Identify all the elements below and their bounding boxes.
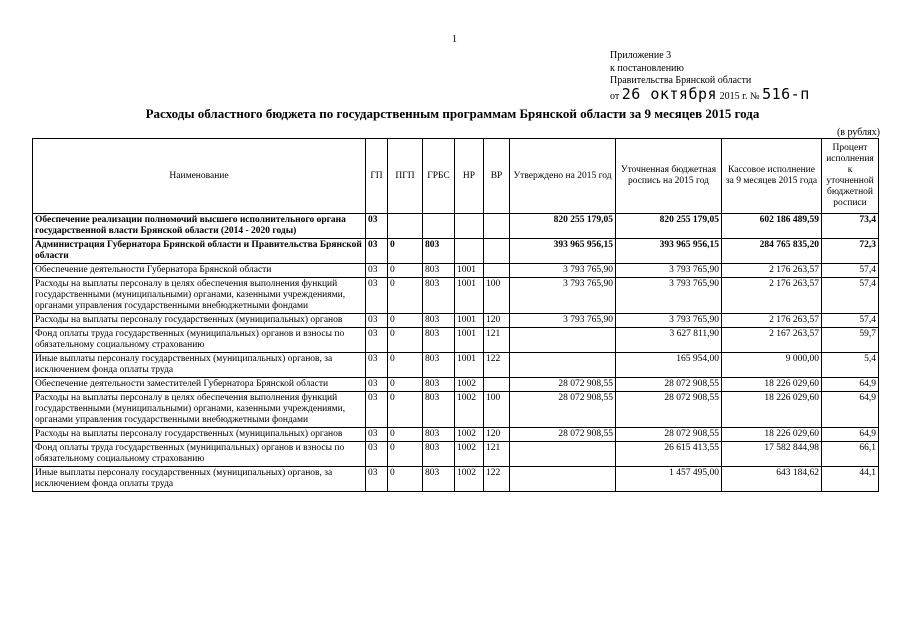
cell-percent: 64,9 <box>822 392 879 428</box>
cell-gp: 03 <box>366 467 388 492</box>
cell-pgp: 0 <box>388 353 423 378</box>
cell-nr: 1001 <box>455 328 484 353</box>
cell-grbs: 803 <box>423 467 455 492</box>
cell-revised: 28 072 908,55 <box>616 392 722 428</box>
cell-nr: 1002 <box>455 442 484 467</box>
cell-executed: 2 176 263,57 <box>722 314 822 328</box>
table-row <box>33 278 879 314</box>
header-executed: Кассовое исполнение за 9 месяцев 2015 года <box>722 139 822 214</box>
cell-executed: 17 582 844,98 <box>722 442 822 467</box>
cell-executed: 18 226 029,60 <box>722 392 822 428</box>
cell-percent: 64,9 <box>822 378 879 392</box>
cell-executed: 9 000,00 <box>722 353 822 378</box>
cell-executed: 602 186 489,59 <box>722 214 822 239</box>
cell-gp: 03 <box>366 314 388 328</box>
cell-vr: 122 <box>484 353 510 378</box>
cell-gp: 03 <box>366 214 388 239</box>
appendix-line-1: Приложение 3 <box>610 50 672 61</box>
cell-approved: 3 793 765,90 <box>510 314 616 328</box>
cell-name: Расходы на выплаты персоналу в целях обеспечения выполнения функций государственными (муниципальными) органами, казенными учреждениями, органами управления государственными внебюджетными фондами <box>33 392 366 428</box>
cell-vr: 121 <box>484 328 510 353</box>
header-gp: ГП <box>366 139 388 214</box>
cell-pgp <box>388 214 423 239</box>
cell-vr <box>484 239 510 264</box>
cell-approved: 28 072 908,55 <box>510 428 616 442</box>
cell-percent: 66,1 <box>822 442 879 467</box>
cell-grbs <box>423 214 455 239</box>
handwritten-number: 516-п <box>762 84 810 103</box>
appendix-line-2: к постановлению <box>610 62 684 74</box>
cell-vr <box>484 214 510 239</box>
cell-executed: 2 176 263,57 <box>722 278 822 314</box>
cell-approved: 3 793 765,90 <box>510 264 616 278</box>
cell-nr: 1001 <box>455 353 484 378</box>
table-row <box>33 239 879 264</box>
cell-vr <box>484 264 510 278</box>
cell-name: Иные выплаты персоналу государственных (муниципальных) органов, за исключением фонда оплаты труда <box>33 353 366 378</box>
cell-pgp: 0 <box>388 467 423 492</box>
cell-nr: 1001 <box>455 264 484 278</box>
cell-pgp: 0 <box>388 328 423 353</box>
document-title: Расходы областного бюджета по государственным программам Брянской области за 9 месяцев 2015 года <box>145 106 760 121</box>
cell-percent: 57,4 <box>822 278 879 314</box>
header-pgp: ПГП <box>388 139 423 214</box>
cell-percent: 59,7 <box>822 328 879 353</box>
page-number: 1 <box>452 34 457 45</box>
table-row <box>33 467 879 492</box>
cell-gp: 03 <box>366 264 388 278</box>
table-row <box>33 214 879 239</box>
cell-pgp: 0 <box>388 239 423 264</box>
header-revised: Уточненная бюджетная роспись на 2015 год <box>616 139 722 214</box>
cell-approved: 3 793 765,90 <box>510 278 616 314</box>
date-year: 2015 г. № <box>719 90 760 102</box>
header-nr: НР <box>455 139 484 214</box>
cell-gp: 03 <box>366 392 388 428</box>
handwritten-date: 26 октября <box>621 84 718 103</box>
cell-percent: 5,4 <box>822 353 879 378</box>
cell-executed: 2 167 263,57 <box>722 328 822 353</box>
cell-grbs: 803 <box>423 392 455 428</box>
cell-revised: 3 793 765,90 <box>616 264 722 278</box>
cell-percent: 64,9 <box>822 428 879 442</box>
appendix-note <box>610 50 810 103</box>
cell-pgp: 0 <box>388 442 423 467</box>
cell-pgp: 0 <box>388 428 423 442</box>
cell-name: Обеспечение деятельности Губернатора Брянской области <box>33 264 366 278</box>
header-approved: Утверждено на 2015 год <box>510 139 616 214</box>
cell-vr: 120 <box>484 314 510 328</box>
header-name: Наименование <box>33 139 366 214</box>
cell-nr: 1001 <box>455 278 484 314</box>
date-prefix: от <box>610 90 620 102</box>
cell-grbs: 803 <box>423 264 455 278</box>
cell-revised: 3 793 765,90 <box>616 278 722 314</box>
header-grbs: ГРБС <box>423 139 455 214</box>
cell-name: Администрация Губернатора Брянской области и Правительства Брянской области <box>33 239 366 264</box>
cell-executed: 18 226 029,60 <box>722 428 822 442</box>
cell-nr <box>455 214 484 239</box>
table-row <box>33 392 879 428</box>
cell-grbs: 803 <box>423 328 455 353</box>
table-row <box>33 264 879 278</box>
cell-revised: 3 627 811,90 <box>616 328 722 353</box>
table-row <box>33 378 879 392</box>
cell-grbs: 803 <box>423 428 455 442</box>
cell-name: Фонд оплаты труда государственных (муниципальных) органов и взносы по обязательному социальному страхованию <box>33 328 366 353</box>
cell-nr: 1002 <box>455 467 484 492</box>
cell-gp: 03 <box>366 442 388 467</box>
cell-gp: 03 <box>366 278 388 314</box>
cell-grbs: 803 <box>423 353 455 378</box>
cell-approved: 820 255 179,05 <box>510 214 616 239</box>
cell-approved: 393 965 956,15 <box>510 239 616 264</box>
cell-revised: 820 255 179,05 <box>616 214 722 239</box>
cell-executed: 18 226 029,60 <box>722 378 822 392</box>
cell-vr: 122 <box>484 467 510 492</box>
cell-executed: 284 765 835,20 <box>722 239 822 264</box>
cell-gp: 03 <box>366 239 388 264</box>
cell-vr: 100 <box>484 392 510 428</box>
cell-nr <box>455 239 484 264</box>
cell-vr: 100 <box>484 278 510 314</box>
appendix-date-line <box>610 84 810 104</box>
cell-grbs: 803 <box>423 442 455 467</box>
cell-grbs: 803 <box>423 378 455 392</box>
cell-revised: 3 793 765,90 <box>616 314 722 328</box>
cell-name: Расходы на выплаты персоналу государственных (муниципальных) органов <box>33 314 366 328</box>
budget-table <box>32 138 879 492</box>
unit-label: (в рублях) <box>836 127 880 138</box>
cell-percent: 57,4 <box>822 264 879 278</box>
table-row <box>33 442 879 467</box>
cell-nr: 1002 <box>455 392 484 428</box>
header-vr: ВР <box>484 139 510 214</box>
cell-vr: 120 <box>484 428 510 442</box>
cell-gp: 03 <box>366 328 388 353</box>
cell-approved <box>510 442 616 467</box>
cell-approved <box>510 328 616 353</box>
cell-pgp: 0 <box>388 392 423 428</box>
cell-pgp: 0 <box>388 264 423 278</box>
cell-percent: 44,1 <box>822 467 879 492</box>
table-header-row <box>33 139 879 214</box>
cell-nr: 1002 <box>455 428 484 442</box>
cell-pgp: 0 <box>388 314 423 328</box>
cell-gp: 03 <box>366 353 388 378</box>
cell-revised: 26 615 413,55 <box>616 442 722 467</box>
cell-revised: 28 072 908,55 <box>616 378 722 392</box>
cell-percent: 73,4 <box>822 214 879 239</box>
cell-nr: 1001 <box>455 314 484 328</box>
cell-name: Обеспечение реализации полномочий высшего исполнительного органа государственной власти Брянской области (2014 - 2020 годы) <box>33 214 366 239</box>
cell-gp: 03 <box>366 428 388 442</box>
appendix-line-3: Правительства Брянской области <box>610 75 752 86</box>
cell-grbs: 803 <box>423 278 455 314</box>
cell-approved: 28 072 908,55 <box>510 378 616 392</box>
cell-executed: 643 184,62 <box>722 467 822 492</box>
cell-nr: 1002 <box>455 378 484 392</box>
cell-name: Обеспечение деятельности заместителей Губернатора Брянской области <box>33 378 366 392</box>
cell-approved <box>510 353 616 378</box>
table-row <box>33 314 879 328</box>
table-body <box>33 214 879 492</box>
table-row <box>33 353 879 378</box>
cell-revised: 165 954,00 <box>616 353 722 378</box>
cell-revised: 393 965 956,15 <box>616 239 722 264</box>
cell-percent: 72,3 <box>822 239 879 264</box>
cell-name: Расходы на выплаты персоналу в целях обеспечения выполнения функций государственными (муниципальными) органами, казенными учреждениями, органами управления государственными внебюджетными фондами <box>33 278 366 314</box>
cell-revised: 1 457 495,00 <box>616 467 722 492</box>
cell-grbs: 803 <box>423 314 455 328</box>
cell-name: Расходы на выплаты персоналу государственных (муниципальных) органов <box>33 428 366 442</box>
cell-revised: 28 072 908,55 <box>616 428 722 442</box>
cell-vr <box>484 378 510 392</box>
cell-name: Иные выплаты персоналу государственных (муниципальных) органов, за исключением фонда оплаты труда <box>33 467 366 492</box>
header-percent: Процент исполнения к уточненной бюджетной росписи <box>822 139 879 214</box>
cell-gp: 03 <box>366 378 388 392</box>
table-row <box>33 428 879 442</box>
cell-name: Фонд оплаты труда государственных (муниципальных) органов и взносы по обязательному социальному страхованию <box>33 442 366 467</box>
cell-approved <box>510 467 616 492</box>
cell-executed: 2 176 263,57 <box>722 264 822 278</box>
cell-pgp: 0 <box>388 278 423 314</box>
cell-percent: 57,4 <box>822 314 879 328</box>
cell-approved: 28 072 908,55 <box>510 392 616 428</box>
cell-grbs: 803 <box>423 239 455 264</box>
cell-pgp: 0 <box>388 378 423 392</box>
table-row <box>33 328 879 353</box>
cell-vr: 121 <box>484 442 510 467</box>
